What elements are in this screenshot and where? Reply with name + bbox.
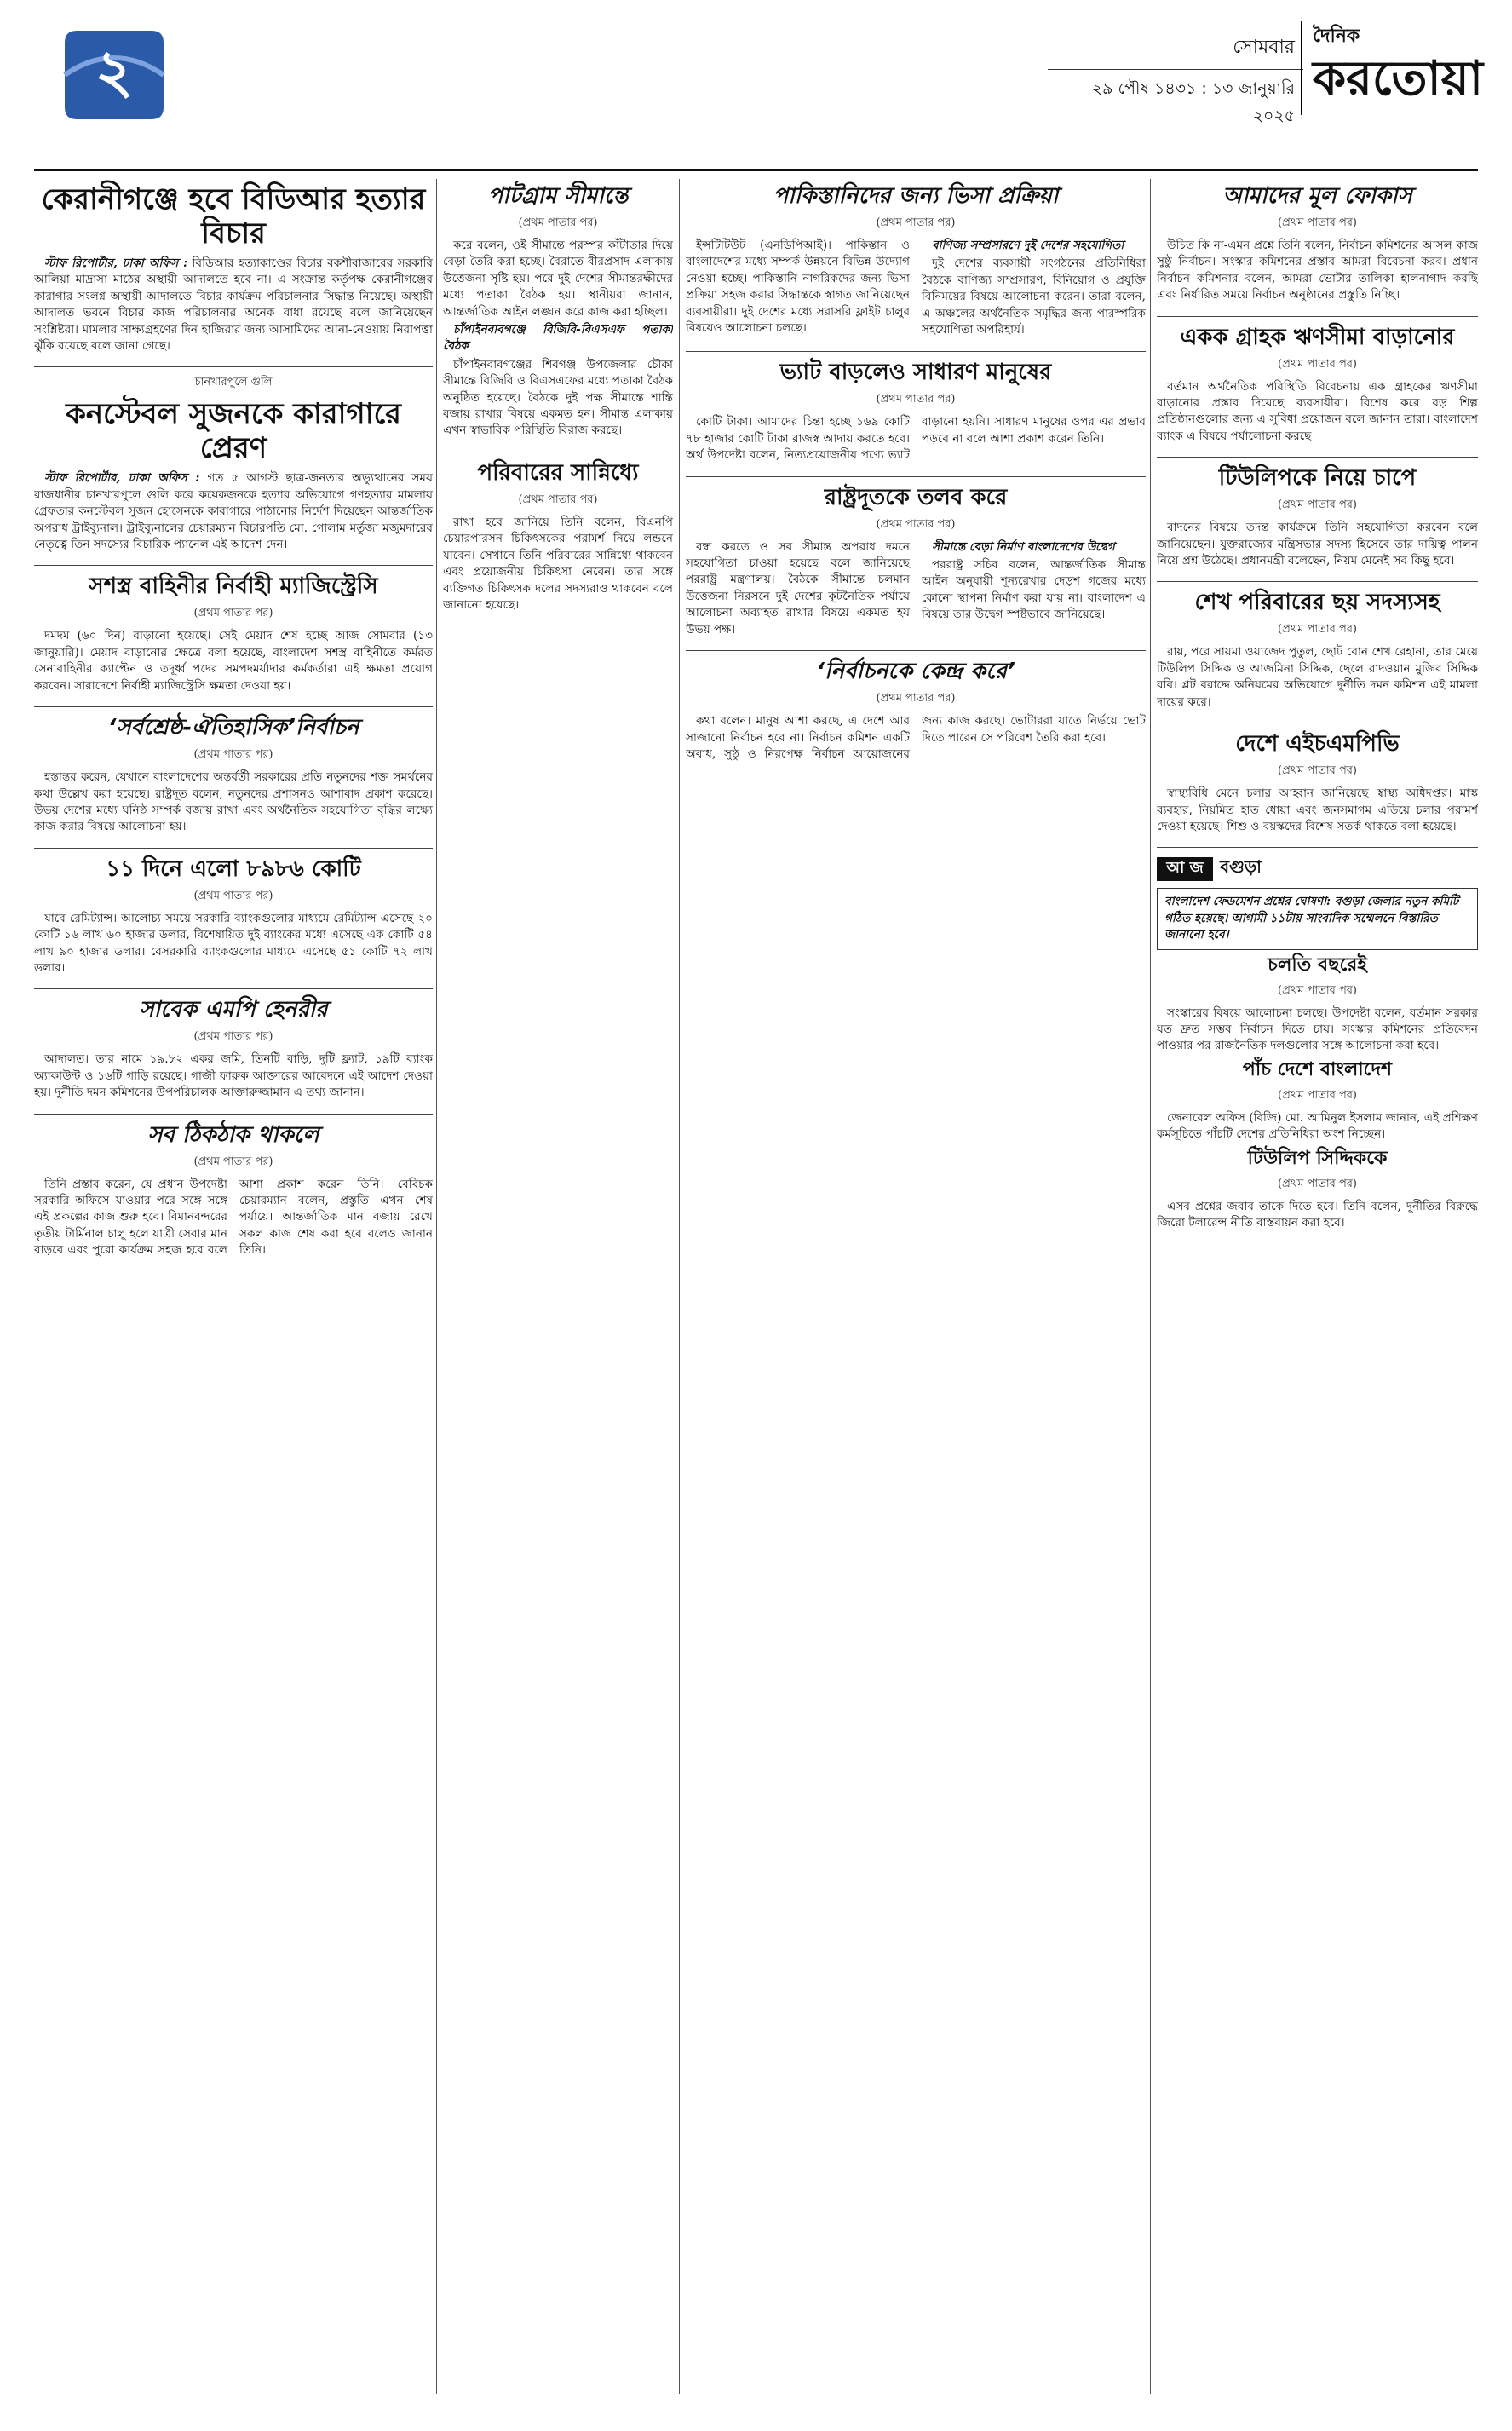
body-text: করে বলেন, ওই সীমান্তে পরস্পর কাঁটাতার দিয়ে বেড়া তৈরি করা হচ্ছে। বৈরাতে বীরপ্রসাদ এলাকায় উত্তেজনা সৃষ্টি হয়। পরে দুই দেশের সীমান্তরক্ষীদের মধ্যে পতাকা বৈঠক হয়। স্থানীয়রা জানান, আন্তর্জাতিক আইন লঙ্ঘন করে কাজ করা হচ্ছিল। bbox=[443, 239, 673, 319]
page-number-badge bbox=[60, 24, 169, 126]
story-body bbox=[34, 911, 433, 977]
notice-text: বাংলাদেশ ফেডমেশন প্রশ্নের ঘোষণা: বগুড়া জেলার নতুন কমিটি গঠিত হয়েছে। আগামী ১১টায় সাংবাদিক সম্মেলনে বিস্তারিত জানানো হবে। bbox=[1164, 895, 1459, 942]
continued-label: (প্রথম পাতার পর) bbox=[518, 216, 598, 229]
continued-label: (প্রথম পাতার পর) bbox=[1278, 216, 1357, 229]
continued-label: (প্রথম পাতার পর) bbox=[1278, 623, 1357, 637]
subheading: বাণিজ্য সম্প্রসারণে দুই দেশের সহযোগিতা bbox=[932, 239, 1124, 252]
story-election bbox=[34, 714, 433, 836]
body-text: কোটি টাকা। আমাদের চিন্তা হচ্ছে ১৬৯ কোটি ৭৮ হাজার কোটি টাকা রাজস্ব আদায় করতে হবে। অর্থ উপদেষ্টা বলেন, নিত্যপ্রয়োজনীয় পণ্যে ভ্যাট বাড়ানো হয়নি। সাধারণ মানুষের ওপর এর প্রভাব পড়বে না বলে আশা প্রকাশ করেন তিনি। bbox=[686, 415, 1146, 463]
story-body bbox=[686, 414, 1146, 464]
body-text: চাঁপাইনবাবগঞ্জের শিবগঞ্জ উপজেলার চৌকা সীমান্তে বিজিবি ও বিএসএফের মধ্যে পতাকা বৈঠক অনুষ্ঠিত হয়েছে। বৈঠকে দুই পক্ষ সীমান্তে শান্তি বজায় রাখার বিষয়ে একমত হন। সীমান্ত এলাকায় এখন স্বাভাবিক পরিস্থিতি বিরাজ করছে। bbox=[443, 357, 673, 438]
divider bbox=[34, 848, 433, 849]
story-body bbox=[1157, 238, 1478, 304]
byline: স্টাফ রিপোর্টার, ঢাকা অফিস : bbox=[44, 256, 188, 270]
continued-label: (প্রথম পাতার পর) bbox=[1278, 764, 1357, 778]
story-body bbox=[1157, 520, 1478, 569]
divider bbox=[1157, 847, 1478, 848]
divider bbox=[686, 650, 1146, 651]
continued-label: (প্রথম পাতার পর) bbox=[193, 1030, 273, 1044]
continued-label: (প্রথম পাতার পর) bbox=[193, 607, 273, 620]
story-sheikh-family bbox=[1157, 589, 1478, 711]
story-body bbox=[34, 1051, 433, 1101]
story-body bbox=[686, 713, 1146, 763]
story-tulip-pressure bbox=[1157, 464, 1478, 569]
headline: আমাদের মূল ফোকাস bbox=[1222, 183, 1412, 209]
headline: একক গ্রাহক ঋণসীমা বাড়ানোর bbox=[1180, 324, 1455, 350]
story-body bbox=[34, 628, 433, 694]
headline: পাটগ্রাম সীমান্তে bbox=[487, 183, 629, 209]
column-divider bbox=[679, 179, 680, 2394]
divider bbox=[686, 351, 1146, 352]
body-text: বর্তমান অর্থনৈতিক পরিস্থিতি বিবেচনায় এক গ্রাহকের ঋণসীমা বাড়ানোর প্রস্তাব দিয়েছে ব্যবসায়ীরা। বিশেষ করে বড় শিল্প প্রতিষ্ঠানগুলোর জন্য এ সুবিধা প্রয়োজন বলে জানান তারা। বাংলাদেশ ব্যাংক এ বিষয়ে পর্যালোচনা করছে। bbox=[1157, 379, 1478, 443]
story-hmpv bbox=[1157, 730, 1478, 835]
story-body bbox=[1157, 644, 1478, 711]
continued-label: (প্রথম পাতার পর) bbox=[1278, 498, 1357, 512]
headline: কেরানীগঞ্জে হবে বিডিআর হত্যার বিচার bbox=[41, 182, 426, 251]
headline: চলতি বছরেই bbox=[1268, 953, 1367, 976]
body-text: বন্ধ করতে ও সব সীমান্ত অপরাধ দমনে সহযোগিতা চাওয়া হয়েছে বলে জানিয়েছে পররাষ্ট্র মন্ত্রণালয়। বৈঠকে সীমান্তে চলমান উত্তেজনা নিরসনে দুই দেশের কূটনৈতিক পর্যায়ে আলোচনা অব্যাহত রাখার বিষয়ে একমত হয় উভয় পক্ষ। bbox=[686, 539, 910, 637]
continued-label: (প্রথম পাতার পর) bbox=[193, 889, 273, 902]
headline: দেশে এইচএমপিভি bbox=[1235, 731, 1400, 758]
story-patgram bbox=[443, 182, 673, 440]
bogura-header bbox=[1157, 855, 1478, 883]
body-text: জেনারেল অফিস (বিজি) মো. আমিনুল ইসলাম জানান, এই প্রশিক্ষণ কর্মসূচিতে পাঁচটি দেশের প্রতিনিধিরা অংশ নিচ্ছেন। bbox=[1157, 1110, 1478, 1142]
divider bbox=[686, 476, 1146, 477]
bogura-notice-box bbox=[1157, 888, 1478, 949]
story-election-center bbox=[686, 658, 1146, 763]
story-ambassador bbox=[686, 484, 1146, 638]
continued-label: (প্রথম পাতার পর) bbox=[193, 748, 273, 762]
continued-label: (প্রথম পাতার পর) bbox=[1278, 1177, 1357, 1190]
body-text: তিনি প্রস্তাব করেন, যে প্রধান উপদেষ্টা সরকারি অফিসে যাওয়ার পরে সঙ্গে সঙ্গে এই প্রকল্পের কাজ শুরু হবে। বিমানবন্দরের তৃতীয় টার্মিনাল চালু হলে যাত্রী সেবার মান বাড়বে এবং পুরো কার্যক্রম সহজ হবে বলে আশা প্রকাশ করেন তিনি। বেবিচক চেয়ারম্যান বলেন, প্রস্তুতি এখন শেষ পর্যায়ে। আন্তর্জাতিক মান বজায় রেখে সকল কাজ শেষ করা হবে বলেও জানান তিনি। bbox=[34, 1177, 433, 1258]
story-body bbox=[1157, 1005, 1478, 1055]
body-text: দুই দেশের ব্যবসায়ী সংগঠনের প্রতিনিধিরা বৈঠকে বাণিজ্য সম্প্রসারণ, বিনিয়োগ ও প্রযুক্তি বিনিময়ের বিষয়ে আলোচনা করেন। তারা বলেন, এ অঞ্চলের অর্থনৈতিক সমৃদ্ধির জন্য পারস্পরিক সহযোগিতা অপরিহার্য। bbox=[922, 256, 1146, 337]
story-henry bbox=[34, 996, 433, 1101]
headline: রাষ্ট্রদূতকে তলব করে bbox=[824, 484, 1008, 510]
story-body bbox=[34, 256, 433, 354]
story-body bbox=[1157, 1110, 1478, 1143]
story-airport bbox=[34, 1121, 433, 1260]
continued-label: (প্রথম পাতার পর) bbox=[518, 493, 598, 506]
story-constable bbox=[34, 374, 433, 553]
story-pakistan-visa bbox=[686, 182, 1146, 339]
body-text: রাখা হবে জানিয়ে তিনি বলেন, বিএনপি চেয়ারপারসন চিকিৎসকের পরামর্শ নিয়ে লন্ডনে যাবেন। সেখানে তিনি পরিবারের সান্নিধ্যে থাকবেন এবং প্রয়োজনীয় চিকিৎসা নেবেন। তার সঙ্গে ব্যক্তিগত চিকিৎসক দলের সদস্যরাও থাকবেন বলে জানানো হয়েছে। bbox=[443, 515, 673, 612]
body-text: বিডিআর হত্যাকাণ্ডের বিচার বকশীবাজারের সরকারি আলিয়া মাদ্রাসা মাঠের অস্থায়ী আদালতে হবে না। এ সংক্রান্ত কর্তৃপক্ষ কেরানীগঞ্জের কারাগার সংলগ্ন অস্থায়ী আদালতে বিচার কার্যক্রম পরিচালনার সিদ্ধান্ত নিয়েছে। অস্থায়ী আদালত ভবনে বিচার কাজ পরিচালনার অনেক বাধা রয়েছে বলে জানিয়েছেন সংশ্লিষ্টরা। মামলার সাক্ষ্যগ্রহণের দিন হাজিরার জন্য আসামিদের আনা-নেওয়ায় নিরাপত্তা ঝুঁকি রয়েছে বলে জানা গেছে। bbox=[34, 256, 433, 354]
subheading: চাঁপাইনবাবগঞ্জে বিজিবি-বিএসএফ পতাকা বৈঠক bbox=[443, 323, 673, 354]
byline: স্টাফ রিপোর্টার, ঢাকা অফিস : bbox=[44, 471, 200, 486]
headline: শেখ পরিবারের ছয় সদস্যসহ bbox=[1194, 590, 1440, 616]
continued-label: (প্রথম পাতার পর) bbox=[876, 692, 956, 706]
body-text: যাবে রেমিট্যান্স। আলোচ্য সময়ে সরকারি ব্যাংকগুলোর মাধ্যমে রেমিট্যান্স এসেছে ২০ কোটি ১৬ লাখ ৬০ হাজার ডলার, বিশেষায়িত দুই ব্যাংকের মধ্যে এসেছে এক কোটি ৫৪ লাখ ৯০ হাজার ডলার। বেসরকারি ব্যাংকগুলোর মাধ্যমে এসেছে ৫১ কোটি ৭২ লাখ ডলার। bbox=[34, 911, 433, 975]
story-body bbox=[686, 238, 1146, 339]
newspaper-logo bbox=[1301, 21, 1483, 115]
story-body bbox=[34, 470, 433, 553]
divider bbox=[34, 988, 433, 989]
headline: পাঁচ দেশে বাংলাদেশ bbox=[1242, 1058, 1393, 1080]
column-divider bbox=[1150, 179, 1151, 2394]
story-remittance bbox=[34, 855, 433, 977]
column-2 bbox=[443, 179, 673, 2394]
column-3 bbox=[686, 179, 1146, 2394]
body-text: হস্তান্তর করেন, যেখানে বাংলাদেশের অন্তর্বর্তী সরকারের প্রতি নতুনদের শক্ত সমর্থনের কথা উল্লেখ করা হয়েছে। রাষ্ট্রদূত বলেন, নতুনদের প্রশাসনও আশাবাদ প্রকাশ করেছে। উভয় দেশের মধ্যে ঘনিষ্ঠ সম্পর্ক বজায় রাখা এবং অর্থনৈতিক সহযোগিতা বৃদ্ধির লক্ষ্যে কাজ করার বিষয়ে আলোচনা হয়। bbox=[34, 770, 433, 834]
headline: সব ঠিকঠাক থাকলে bbox=[147, 1121, 319, 1148]
continued-label: (প্রথম পাতার পর) bbox=[1278, 983, 1357, 997]
headline: ১১ দিনে এলো ৮৯৮৬ কোটি bbox=[106, 855, 361, 882]
subheading: সীমান্তে বেড়া নির্মাণ বাংলাদেশের উদ্বেগ bbox=[932, 539, 1115, 554]
bogura-label: বগুড়া bbox=[1220, 856, 1262, 878]
headline: টিউলিপকে নিয়ে চাপে bbox=[1218, 465, 1417, 492]
date-full: ২৯ পৌষ ১৪৩১ : ১৩ জানুয়ারি ২০২৫ bbox=[1091, 79, 1295, 125]
body-text: সংস্কারের বিষয়ে আলোচনা চলছে। উপদেষ্টা বলেন, বর্তমান সরকার যত দ্রুত সম্ভব নির্বাচন দিতে চায়। সংস্কার কমিশনের প্রতিবেদন পাওয়ার পর রাজনৈতিক দলগুলোর সঙ্গে আলোচনা করা হবে। bbox=[1157, 1005, 1478, 1053]
divider bbox=[34, 565, 433, 566]
headline: ‘নির্বাচনকে কেন্দ্র করে’ bbox=[816, 659, 1015, 685]
column-divider bbox=[436, 179, 437, 2394]
continued-label: (প্রথম পাতার পর) bbox=[1278, 357, 1357, 371]
body-text: গত ৫ আগস্ট ছাত্র-জনতার অভ্যুত্থানের সময় রাজধানীর চানখারপুলে গুলি করে কয়েকজনকে হত্যার অভিযোগে গণহত্যার মামলায় গ্রেফতার কনস্টেবল সুজন হোসেনকে কারাগারে পাঠানোর নির্দেশ দিয়েছেন আন্তর্জাতিক অপরাধ ট্রাইব্যুনাল। ট্রাইব্যুনালের চেয়ারম্যান বিচারপতি মো. গোলাম মর্তুজা মজুমদারের নেতৃত্বে তিন সদস্যের বিচারিক প্যানেল এই আদেশ দেন। bbox=[34, 471, 433, 552]
body-text: কথা বলেন। মানুষ আশা করছে, এ দেশে আর সাজানো নির্বাচন হবে না। নির্বাচন কমিশন একটি অবাধ, সুষ্ঠু ও নিরপেক্ষ নির্বাচন আয়োজনের জন্য কাজ করছে। ভোটাররা যাতে নির্ভয়ে ভোট দিতে পারেন সে পরিবেশ তৈরি করা হবে। bbox=[686, 714, 1146, 761]
body-text: দমদম (৬০ দিন) বাড়ানো হয়েছে। সেই মেয়াদ শেষ হচ্ছে আজ সোমবার (১৩ জানুয়ারি)। মেয়াদ বাড়ানোর ক্ষেত্রে বলা হয়েছে, বাংলাদেশ সশস্ত্র বাহিনীতে কর্মরত সেনাবাহিনীর ক্যাপ্টেন ও তদূর্ধ্ব পদের সমপদমর্যাদার কর্মকর্তারা এই ক্ষমতা প্রয়োগ করবেন। সারাদেশে নির্বাহী ম্যাজিস্ট্রেসি ক্ষমতা দেওয়া হয়। bbox=[34, 629, 433, 693]
story-family bbox=[443, 459, 673, 614]
story-body bbox=[34, 769, 433, 836]
headline: কনস্টেবল সুজনকে কারাগারে প্রেরণ bbox=[66, 397, 401, 466]
headline: সাবেক এমপি হেনরীর bbox=[139, 997, 328, 1023]
story-body bbox=[34, 1177, 433, 1260]
logo-big-text: করতোয়া bbox=[1313, 51, 1483, 107]
logo-small-text: দৈনিক bbox=[1313, 26, 1360, 47]
story-body bbox=[686, 539, 1146, 638]
headline: ভ্যাট বাড়লেও সাধারণ মানুষের bbox=[779, 360, 1052, 386]
date-block bbox=[1048, 27, 1303, 138]
masthead bbox=[0, 0, 1512, 175]
continued-label: (প্রথম পাতার পর) bbox=[1278, 1088, 1357, 1102]
continued-label: (প্রথম পাতার পর) bbox=[876, 216, 956, 229]
story-body bbox=[443, 238, 673, 440]
masthead-rule bbox=[34, 169, 1478, 171]
continued-label: (প্রথম পাতার পর) bbox=[193, 1155, 273, 1168]
headline: পরিবারের সান্নিধ্যে bbox=[477, 459, 639, 486]
body-text: আদালত। তার নামে ১৯.৮২ একর জমি, তিনটি বাড়ি, দুটি ফ্ল্যাট, ১৯টি ব্যাংক অ্যাকাউন্ট ও ১৬টি গাড়ি রয়েছে। গাজী ফারুক আক্তারের আবেদনে এই আদেশ দেওয়া হয়। দুর্নীতি দমন কমিশনের উপপরিচালক আক্তারুজ্জামান এ তথ্য জানান। bbox=[34, 1052, 433, 1100]
story-loan-limit bbox=[1157, 324, 1478, 446]
divider bbox=[1157, 316, 1478, 317]
divider bbox=[1157, 457, 1478, 458]
story-vat bbox=[686, 359, 1146, 464]
kicker: চানখারপুলে গুলি bbox=[194, 376, 273, 389]
page-number: ২ bbox=[95, 36, 134, 107]
headline: ‘সর্বশ্রেষ্ঠ-ঐতিহাসিক’নির্বাচন bbox=[107, 715, 359, 741]
headline: টিউলিপ সিদ্দিককে bbox=[1247, 1147, 1388, 1169]
story-body bbox=[1157, 786, 1478, 835]
body-text: রায়, পরে সায়মা ওয়াজেদ পুতুল, ছোট বোন শেখ রেহানা, তার মেয়ে টিউলিপ সিদ্দিক ও আজমিনা সিদ্দিক, ছেলে রাদওয়ান মুজিব সিদ্দিক ববি। প্লট বরাদ্দে অনিয়মের অভিযোগে দুর্নীতি দমন কমিশন এই মামলা দায়ের করে। bbox=[1157, 645, 1478, 709]
body-text: ইন্সটিটিউট (এনডিপিআই)। পাকিস্তান ও বাংলাদেশের মধ্যে সম্পর্ক উন্নয়নে বিভিন্ন উদ্যোগ নেওয়া হচ্ছে। পাকিস্তানি নাগরিকদের জন্য ভিসা প্রক্রিয়া সহজ করার সিদ্ধান্তকে স্বাগত জানিয়েছেন ব্যবসায়ীরা। দুই দেশের মধ্যে সরাসরি ফ্লাইট চালুর বিষয়েও আলোচনা চলছে। bbox=[686, 239, 910, 336]
story-bdr-trial bbox=[34, 182, 433, 354]
story-body bbox=[1157, 379, 1478, 446]
story-body bbox=[443, 515, 673, 614]
bogura-section-icon: আ জ bbox=[1157, 857, 1213, 881]
column-1 bbox=[34, 179, 433, 2394]
story-main-focus bbox=[1157, 182, 1478, 304]
headline: সশস্ত্র বাহিনীর নির্বাহী ম্যাজিস্ট্রেসি bbox=[89, 573, 378, 600]
divider bbox=[1157, 581, 1478, 582]
body-text: বাদনের বিষয়ে তদন্ত কার্যক্রমে তিনি সহযোগিতা করবেন বলে জানিয়েছেন। যুক্তরাজ্যের মন্ত্রিসভার সদস্য হিসেবে তার দায়িত্ব পালন নিয়ে প্রশ্ন উঠেছে। প্রধানমন্ত্রী বলেছেন, নিয়ম মেনেই সব কিছু হবে। bbox=[1157, 521, 1478, 568]
body-text: পররাষ্ট্র সচিব বলেন, আন্তর্জাতিক সীমান্ত আইন অনুযায়ী শূন্যরেখার দেড়শ গজের মধ্যে কোনো স্থাপনা নির্মাণ করা যায় না। বাংলাদেশ এ বিষয়ে তার উদ্বেগ স্পষ্টভাবে জানিয়েছে। bbox=[922, 558, 1146, 622]
story-magistracy bbox=[34, 573, 433, 694]
story-body bbox=[1157, 1199, 1478, 1232]
column-4 bbox=[1157, 179, 1478, 2394]
date-day: সোমবার bbox=[1048, 27, 1303, 70]
continued-label: (প্রথম পাতার পর) bbox=[876, 517, 956, 531]
divider bbox=[34, 706, 433, 707]
body-text: এসব প্রশ্নের জবাব তাকে দিতে হবে। তিনি বলেন, দুর্নীতির বিরুদ্ধে জিরো টলারেন্স নীতি বাস্তবায়ন করা হবে। bbox=[1157, 1199, 1478, 1230]
continued-label: (প্রথম পাতার পর) bbox=[876, 393, 956, 406]
divider bbox=[34, 366, 433, 367]
body-text: স্বাস্থ্যবিধি মেনে চলার আহ্বান জানিয়েছে স্বাস্থ্য অধিদপ্তর। মাস্ক ব্যবহার, নিয়মিত হাত ধোয়া এবং জনসমাগম এড়িয়ে চলার পরামর্শ দেওয়া হয়েছে। শিশু ও বয়স্কদের বিশেষ সতর্ক থাকতে বলা হয়েছে। bbox=[1157, 786, 1478, 833]
divider bbox=[34, 1114, 433, 1115]
headline: পাকিস্তানিদের জন্য ভিসা প্রক্রিয়া bbox=[773, 183, 1059, 209]
bogura-section bbox=[1157, 855, 1478, 1231]
body-text: উচিত কি না-এমন প্রশ্নে তিনি বলেন, নির্বাচন কমিশনের আসল কাজ সুষ্ঠু নির্বাচন। সংস্কার কমিশনের প্রস্তাব আমরা বিবেচনা করব। প্রধান নির্বাচন কমিশনার বলেন, আমরা ভোটার তালিকা হালনাগাদ করছি এবং নির্ধারিত সময়ে নির্বাচন অনুষ্ঠানের প্রস্তুতি নিচ্ছি। bbox=[1157, 239, 1478, 302]
